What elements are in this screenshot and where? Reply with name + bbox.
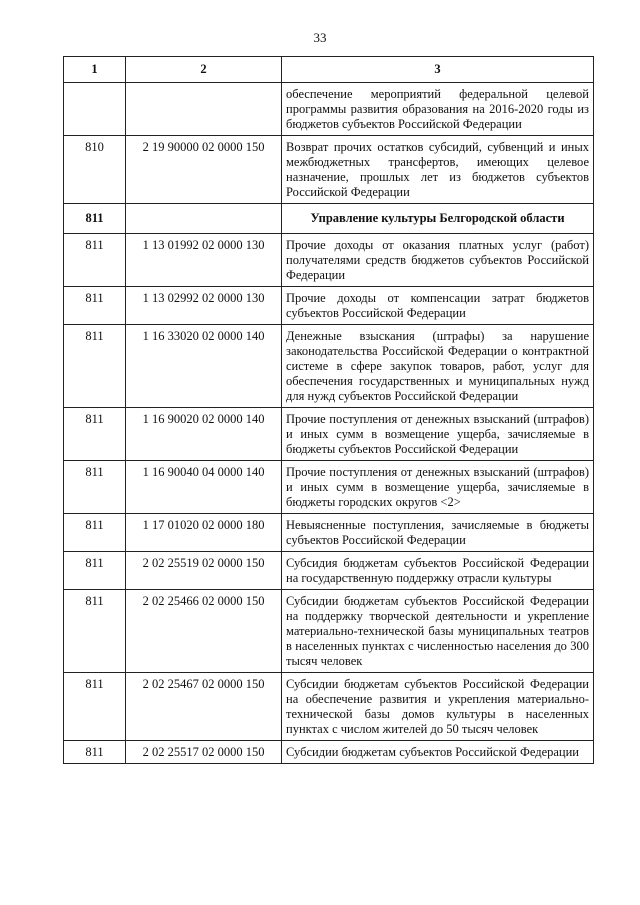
budget-classification-code-cell: 2 02 25466 02 0000 150 <box>126 590 282 673</box>
admin-code-cell: 810 <box>64 136 126 204</box>
revenue-name-cell: Субсидии бюджетам субъектов Российской Федерации <box>282 741 594 764</box>
budget-classification-code-cell: 1 17 01020 02 0000 180 <box>126 514 282 552</box>
budget-classification-code-cell: 1 16 90020 02 0000 140 <box>126 408 282 461</box>
table-row <box>64 514 594 552</box>
admin-code-cell: 811 <box>64 234 126 287</box>
budget-classification-code-cell: 2 02 25519 02 0000 150 <box>126 552 282 590</box>
budget-classification-code-cell: 2 02 25517 02 0000 150 <box>126 741 282 764</box>
table-row <box>64 673 594 741</box>
revenue-name-cell: обеспечение мероприятий федеральной целевой программы развития образования на 2016-2020 годы из бюджетов субъектов Российской Федерации <box>282 83 594 136</box>
budget-classification-code-cell: 1 13 01992 02 0000 130 <box>126 234 282 287</box>
admin-code-cell: 811 <box>64 287 126 325</box>
revenue-name-cell: Прочие доходы от компенсации затрат бюджетов субъектов Российской Федерации <box>282 287 594 325</box>
budget-classification-code-cell: 2 02 25467 02 0000 150 <box>126 673 282 741</box>
revenue-name-cell: Прочие поступления от денежных взысканий (штрафов) и иных сумм в возмещение ущерба, зачисляемые в бюджеты субъектов Российской Федерации <box>282 408 594 461</box>
table-row <box>64 461 594 514</box>
column-header-3: 3 <box>282 57 594 83</box>
budget-classification-table <box>63 56 594 764</box>
budget-classification-code-cell: 1 16 33020 02 0000 140 <box>126 325 282 408</box>
table-header-row <box>64 57 594 83</box>
revenue-name-cell: Денежные взыскания (штрафы) за нарушение законодательства Российской Федерации о контрактной системе в сфере закупок товаров, работ, услуг для обеспечения государственных и муниципальных нужд для нужд субъектов Российской Федерации <box>282 325 594 408</box>
table-row <box>64 136 594 204</box>
table-row <box>64 325 594 408</box>
revenue-name-cell: Управление культуры Белгородской области <box>282 204 594 234</box>
admin-code-cell: 811 <box>64 552 126 590</box>
budget-classification-code-cell: 2 19 90000 02 0000 150 <box>126 136 282 204</box>
table-row <box>64 287 594 325</box>
revenue-name-cell: Субсидии бюджетам субъектов Российской Федерации на поддержку творческой деятельности и укрепление материально-технической базы муниципальных театров в населенных пунктах с численностью населения до 300 тысяч человек <box>282 590 594 673</box>
admin-code-cell: 811 <box>64 325 126 408</box>
revenue-name-cell: Прочие поступления от денежных взысканий (штрафов) и иных сумм в возмещение ущерба, зачисляемые в бюджеты городских округов <2> <box>282 461 594 514</box>
revenue-name-cell: Прочие доходы от оказания платных услуг (работ) получателями средств бюджетов субъектов Российской Федерации <box>282 234 594 287</box>
table-body <box>64 83 594 764</box>
budget-classification-code-cell: 1 16 90040 04 0000 140 <box>126 461 282 514</box>
admin-code-cell: 811 <box>64 514 126 552</box>
admin-code-cell: 811 <box>64 408 126 461</box>
revenue-name-cell: Невыясненные поступления, зачисляемые в бюджеты субъектов Российской Федерации <box>282 514 594 552</box>
page-number: 33 <box>313 30 327 45</box>
admin-code-cell: 811 <box>64 673 126 741</box>
table-row <box>64 408 594 461</box>
budget-classification-code-cell <box>126 204 282 234</box>
admin-code-cell <box>64 83 126 136</box>
budget-classification-code-cell: 1 13 02992 02 0000 130 <box>126 287 282 325</box>
table-row <box>64 234 594 287</box>
table-row <box>64 590 594 673</box>
admin-code-cell: 811 <box>64 204 126 234</box>
revenue-name-cell: Субсидии бюджетам субъектов Российской Федерации на обеспечение развития и укрепления материально-технической базы домов культуры в населенных пунктах с числом жителей до 50 тысяч человек <box>282 673 594 741</box>
column-header-2: 2 <box>126 57 282 83</box>
column-header-1: 1 <box>64 57 126 83</box>
budget-classification-code-cell <box>126 83 282 136</box>
revenue-name-cell: Возврат прочих остатков субсидий, субвенций и иных межбюджетных трансфертов, имеющих целевое назначение, прошлых лет из бюджетов субъектов Российской Федерации <box>282 136 594 204</box>
admin-code-cell: 811 <box>64 461 126 514</box>
table-section-heading-row <box>64 204 594 234</box>
table-row <box>64 741 594 764</box>
admin-code-cell: 811 <box>64 590 126 673</box>
table-row <box>64 552 594 590</box>
revenue-name-cell: Субсидия бюджетам субъектов Российской Федерации на государственную поддержку отрасли культуры <box>282 552 594 590</box>
admin-code-cell: 811 <box>64 741 126 764</box>
table-row <box>64 83 594 136</box>
